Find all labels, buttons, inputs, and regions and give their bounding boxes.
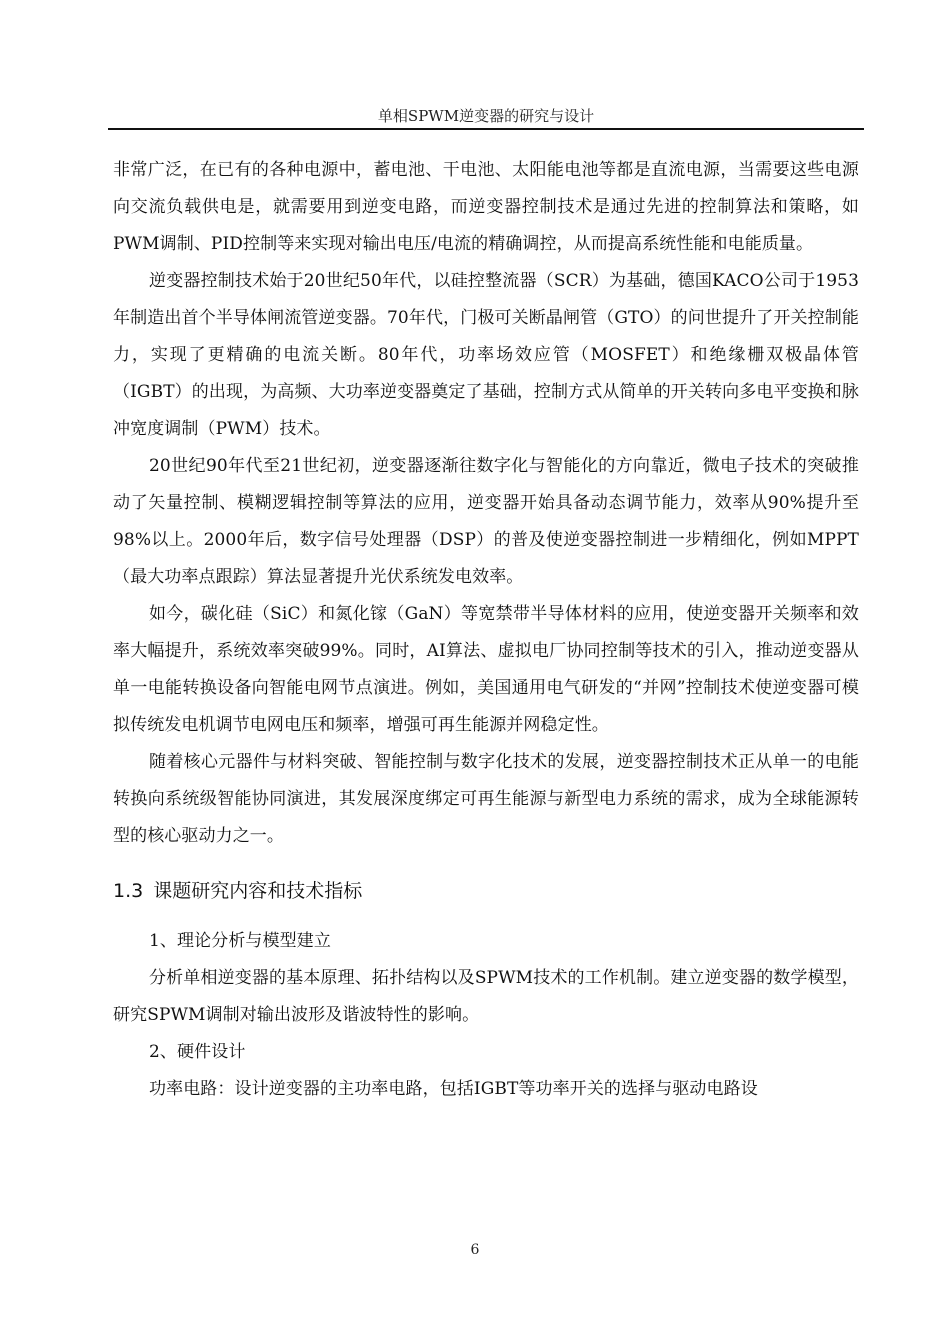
paragraph-continuation: 非常广泛，在已有的各种电源中，蓄电池、干电池、太阳能电池等都是直流电源，当需要这些电源向交流负载供电是，就需要用到逆变电路，而逆变器控制技术是通过先进的控制算法和策略，如PWM调制、PID控制等来实现对输出电压/电流的精确调控，从而提高系统性能和电能质量。 bbox=[113, 160, 859, 254]
header-rule bbox=[108, 128, 864, 130]
body-content bbox=[113, 152, 859, 1108]
section-heading bbox=[113, 877, 859, 905]
paragraph-outlook: 随着核心元器件与材料突破、智能控制与数字化技术的发展，逆变器控制技术正从单一的电能转换向系统级智能协同演进，其发展深度绑定可再生能源与新型电力系统的需求，成为全球能源转型的核心驱动力之一。 bbox=[113, 752, 859, 846]
section-number: 1.3 bbox=[113, 880, 144, 902]
paragraph-history-digital: 20世纪90年代至21世纪初，逆变器逐渐往数字化与智能化的方向靠近，微电子技术的突破推动了矢量控制、模糊逻辑控制等算法的应用，逆变器开始具备动态调节能力，效率从90%提升至98%以上。2000年后，数字信号处理器（DSP）的普及使逆变器控制进一步精细化，例如MPPT（最大功率点跟踪）算法显著提升光伏系统发电效率。 bbox=[113, 456, 859, 587]
paragraph-history-modern: 如今，碳化硅（SiC）和氮化镓（GaN）等宽禁带半导体材料的应用，使逆变器开关频率和效率大幅提升，系统效率突破99%。同时，AI算法、虚拟电厂协同控制等技术的引入，推动逆变器从单一电能转换设备向智能电网节点演进。例如，美国通用电气研发的“并网”控制技术使逆变器可模拟传统发电机调节电网电压和频率，增强可再生能源并网稳定性。 bbox=[113, 604, 859, 735]
paragraph-history-origins: 逆变器控制技术始于20世纪50年代，以硅控整流器（SCR）为基础，德国KACO公司于1953年制造出首个半导体闸流管逆变器。70年代，门极可关断晶闸管（GTO）的问世提升了开关控制能力，实现了更精确的电流关断。80年代，功率场效应管（MOSFET）和绝缘栅双极晶体管（IGBT）的出现，为高频、大功率逆变器奠定了基础，控制方式从简单的开关转向多电平变换和脉冲宽度调制（PWM）技术。 bbox=[113, 271, 859, 439]
section-title: 课题研究内容和技术指标 bbox=[153, 880, 363, 902]
page-number: 6 bbox=[470, 1242, 480, 1258]
item2-text: 功率电路：设计逆变器的主功率电路，包括IGBT等功率开关的选择与驱动电路设 bbox=[149, 1079, 758, 1099]
item1-text: 分析单相逆变器的基本原理、拓扑结构以及SPWM技术的工作机制。建立逆变器的数学模型，研究SPWM调制对输出波形及谐波特性的影响。 bbox=[113, 968, 859, 1025]
item1-heading: 1、理论分析与模型建立 bbox=[149, 931, 331, 951]
running-header: 单相SPWM逆变器的研究与设计 bbox=[377, 107, 595, 125]
item2-heading: 2、硬件设计 bbox=[149, 1042, 246, 1062]
